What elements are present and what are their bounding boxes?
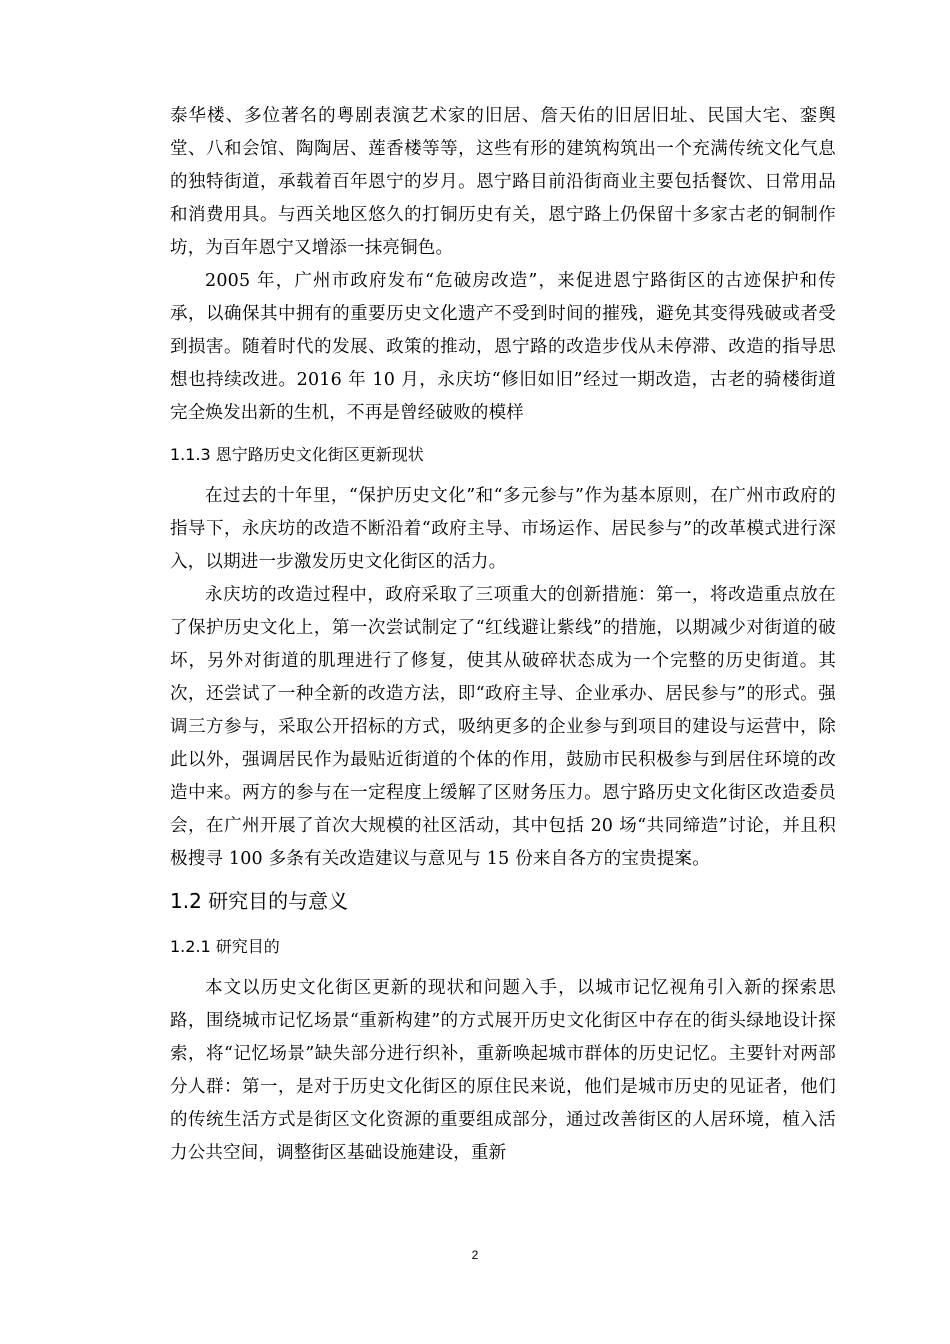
section-1-1-3-paragraph-2: 永庆坊的改造过程中，政府采取了三项重大的创新措施：第一，将改造重点放在了保护历史文化上，第一次尝试制定了“红线避让紫线”的措施，以期减少对街道的破坏，另外对街道的肌理进行了修复，使其从破碎状态成为一个完整的历史街道。其次，还尝试了一种全新的改造方法，即“政府主导、企业承办、居民参与”的形式。强调三方参与，采取公开招标的方式，吸纳更多的企业参与到项目的建设与运营中，除此以外，强调居民作为最贴近街道的个体的作用，鼓励市民积极参与到居住环境的改造中来。两方的参与在一定程度上缓解了区财务压力。恩宁路历史文化街区改造委员会，在广州开展了首次大规模的社区活动，其中包括 20 场“共同缔造”讨论，并且积极搜寻 100 多条有关改造建议与意见与 15 份来自各方的宝贵提案。: [170, 585, 836, 869]
section-heading-1-2-1: 1.2.1 研究目的: [170, 937, 280, 956]
section-1-2-1-paragraph-1: 本文以历史文化街区更新的现状和问题入手，以城市记忆视角引入新的探索思路，围绕城市记忆场景“重新构建”的方式展开历史文化街区中存在的街头绿地设计探索，将“记忆场景”缺失部分进行织补，重新唤起城市群体的历史记忆。主要针对两部分人群：第一，是对于历史文化街区的原住民来说，他们是城市历史的见证者，他们的传统生活方式是街区文化资源的重要组成部分，通过改善街区的人居环境，植入活力公共空间，调整街区基础设施建设，重新: [170, 978, 836, 1163]
intro-paragraph-1: 泰华楼、多位著名的粤剧表演艺术家的旧居、詹天佑的旧居旧址、民国大宅、銮舆堂、八和会馆、陶陶居、莲香楼等等，这些有形的建筑构筑出一个充满传统文化气息的独特街道，承载着百年恩宁的岁月。恩宁路目前沿街商业主要包括餐饮、日常用品和消费用具。与西关地区悠久的打铜历史有关，恩宁路上仍保留十多家古老的铜制作坊，为百年恩宁又增添一抹亮铜色。: [170, 106, 836, 258]
section-1-1-3-paragraph-1: 在过去的十年里，“保护历史文化”和“多元参与”作为基本原则，在广州市政府的指导下，永庆坊的改造不断沿着“政府主导、市场运作、居民参与”的改革模式进行深入，以期进一步激发历史文化街区的活力。: [170, 486, 836, 572]
intro-paragraph-2: 2005 年，广州市政府发布“危破房改造”，来促进恩宁路街区的古迹保护和传承，以确保其中拥有的重要历史文化遗产不受到时间的摧残，避免其变得残破或者受到损害。随着时代的发展、政策的推动，恩宁路的改造步伐从未停滞、改造的指导思想也持续改进。2016 年 10 月，永庆坊“修旧如旧”经过一期改造，古老的骑楼街道完全焕发出新的生机，不再是曾经破败的模样: [170, 271, 836, 423]
section-heading-1-1-3: 1.1.3 恩宁路历史文化街区更新现状: [170, 445, 424, 464]
section-heading-1-2: 1.2 研究目的与意义: [170, 889, 349, 913]
page-number: 2: [471, 1248, 479, 1262]
page-content: [170, 100, 836, 1170]
